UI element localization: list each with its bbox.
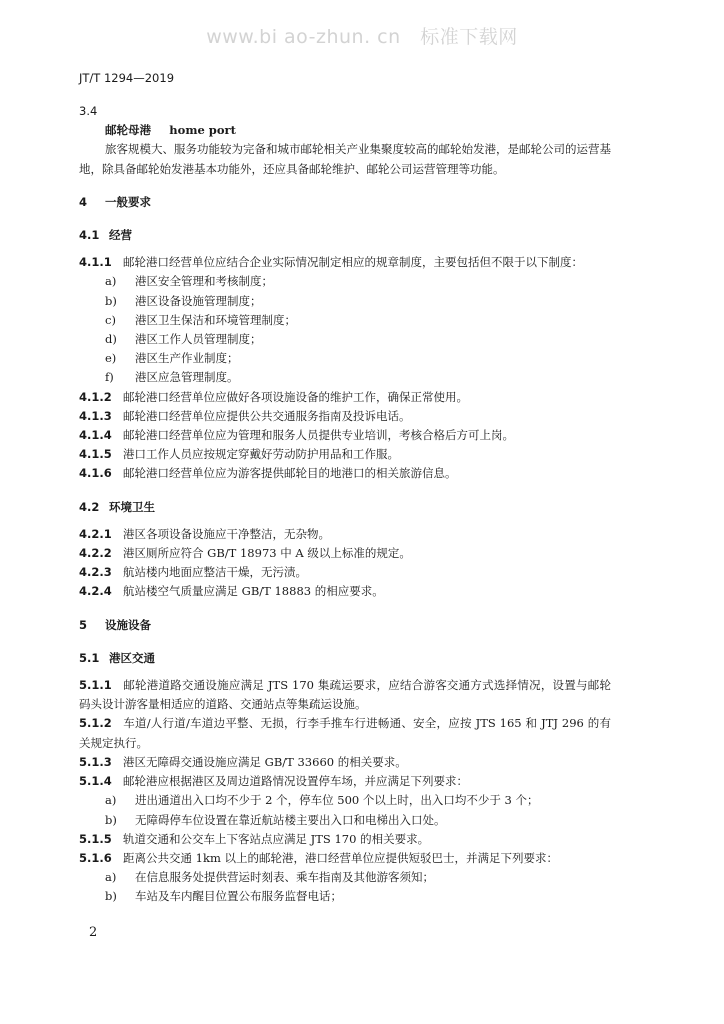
list-item: d) 港区工作人员管理制度； xyxy=(105,332,262,347)
term-english: home port xyxy=(169,123,236,138)
list-item: a) 港区安全管理和考核制度； xyxy=(105,274,273,289)
list-item: a) 进出通道出入口均不少于 2 个，停车位 500 个以上时，出入口均不少于 3 个； xyxy=(105,793,539,808)
clause: 4.1.1 邮轮港口经营单位应结合企业实际情况制定相应的规章制度，主要包括但不限于以下制度： xyxy=(79,255,583,270)
list-item: b) 无障碍停车位设置在靠近航站楼主要出入口和电梯出入口处。 xyxy=(105,812,446,827)
clause: 4.2.1 港区各项设备设施应干净整洁，无杂物。 xyxy=(79,526,330,541)
clause: 5.1.2 车道/人行道/车道边平整、无损，行李手推车行进畅通、安全，应按 JTS 165 和 JTJ 296 的有关规定执行。 xyxy=(79,716,611,750)
list-item: a) 在信息服务处提供营运时刻表、乘车指南及其他游客须知； xyxy=(105,870,434,885)
clause: 5.1.3 港区无障碍交通设施应满足 GB/T 33660 的相关要求。 xyxy=(79,754,407,769)
page-content xyxy=(79,100,611,907)
clause: 5.1.4 邮轮港应根据港区及周边道路情况设置停车场，并应满足下列要求： xyxy=(79,774,468,789)
term-chinese: 邮轮母港 xyxy=(105,123,151,138)
list-item: e) 港区生产作业制度； xyxy=(105,351,239,366)
page-number: 2 xyxy=(89,925,98,940)
list-item: f) 港区应急管理制度。 xyxy=(105,370,239,385)
list-item: b) 车站及车内醒目位置公布服务监督电话； xyxy=(105,889,342,904)
list-item: b) 港区设备设施管理制度； xyxy=(105,293,262,308)
section-heading: 4 一般要求 xyxy=(79,194,151,209)
clause: 5.1.6 距离公共交通 1km 以上的邮轮港，港口经营单位应提供短驳巴士，并满足下列要求： xyxy=(79,850,558,865)
term-definition: 旅客规模大、服务功能较为完备和城市邮轮相关产业集聚度较高的邮轮始发港，是邮轮公司的运营基地，除具备邮轮始发港基本功能外，还应具备邮轮维护、邮轮公司运营管理等功能。 xyxy=(79,142,611,176)
section-heading: 5 设施设备 xyxy=(79,617,151,632)
clause-number: 3.4 xyxy=(79,104,98,118)
clause: 4.1.5 港口工作人员应按规定穿戴好劳动防护用品和工作服。 xyxy=(79,447,399,462)
clause: 4.1.6 邮轮港口经营单位应为游客提供邮轮目的地港口的相关旅游信息。 xyxy=(79,466,457,481)
clause: 4.2.3 航站楼内地面应整洁干燥，无污渍。 xyxy=(79,565,307,580)
watermark: www.bi ao-zhun. cn 标准下载网 xyxy=(206,26,518,48)
clause: 4.2.4 航站楼空气质量应满足 GB/T 18883 的相应要求。 xyxy=(79,584,384,599)
clause: 5.1.1 邮轮港道路交通设施应满足 JTS 170 集疏运要求，应结合游客交通方式选择情况，设置与邮轮码头设计游客量相适应的道路、交通站点等集疏运设施。 xyxy=(79,678,611,712)
subsection-heading: 4.2 环境卫生 xyxy=(79,499,155,514)
subsection-heading: 5.1 港区交通 xyxy=(79,650,155,665)
term-heading xyxy=(79,121,611,140)
list-item: c) 港区卫生保洁和环境管理制度； xyxy=(105,312,296,327)
subsection-heading: 4.1 经营 xyxy=(79,228,132,243)
document-number: JT/T 1294—2019 xyxy=(79,71,175,85)
clause: 4.2.2 港区厕所应符合 GB/T 18973 中 A 级以上标准的规定。 xyxy=(79,546,411,561)
clause: 5.1.5 轨道交通和公交车上下客站点应满足 JTS 170 的相关要求。 xyxy=(79,831,430,846)
clause: 4.1.2 邮轮港口经营单位应做好各项设施设备的维护工作，确保正常使用。 xyxy=(79,389,468,404)
clause: 4.1.4 邮轮港口经营单位应为管理和服务人员提供专业培训，考核合格后方可上岗。 xyxy=(79,428,514,443)
clause: 4.1.3 邮轮港口经营单位应提供公共交通服务指南及投诉电话。 xyxy=(79,408,411,423)
